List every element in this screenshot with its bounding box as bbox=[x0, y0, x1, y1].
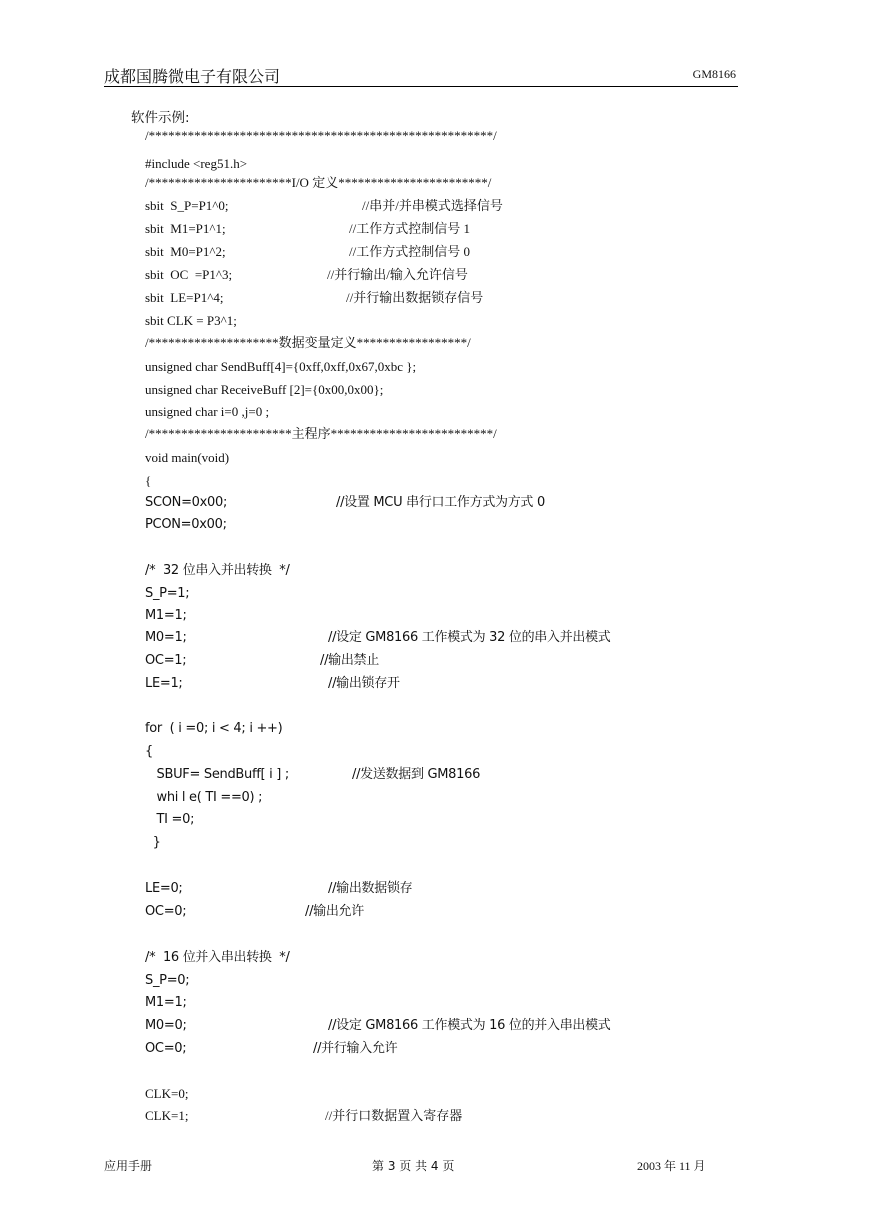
code-line bbox=[145, 835, 161, 851]
code-text: /**********************主程序*************************/ bbox=[145, 426, 497, 441]
code-line bbox=[145, 563, 290, 579]
page-header bbox=[104, 64, 738, 87]
code-text: OC=0; bbox=[145, 1041, 187, 1056]
code-text: M0=1; bbox=[145, 630, 187, 645]
code-text: /* 16 位并入串出转换 */ bbox=[145, 950, 290, 965]
code-text: sbit M0=P1^2; bbox=[145, 244, 226, 259]
code-comment: //工作方式控制信号 0 bbox=[349, 244, 470, 259]
code-line bbox=[145, 198, 503, 214]
code-line bbox=[145, 1018, 611, 1034]
code-line bbox=[145, 812, 194, 828]
code-line bbox=[145, 244, 470, 260]
code-text: sbit S_P=P1^0; bbox=[145, 198, 229, 213]
code-line bbox=[145, 450, 229, 466]
code-text: SCON=0x00; bbox=[145, 495, 228, 510]
code-text: CLK=0; bbox=[145, 1086, 189, 1101]
code-line bbox=[145, 473, 151, 489]
code-line bbox=[145, 267, 468, 283]
code-line bbox=[145, 676, 400, 692]
code-line bbox=[145, 744, 153, 760]
code-text: M1=1; bbox=[145, 608, 187, 623]
code-line bbox=[145, 1041, 398, 1057]
code-line bbox=[145, 290, 484, 306]
company-name: 成都国腾微电子有限公司 bbox=[104, 67, 281, 86]
footer-date: 2003 年 11 月 bbox=[637, 1159, 706, 1173]
code-line bbox=[145, 653, 379, 669]
code-line bbox=[145, 335, 471, 351]
code-text: M0=0; bbox=[145, 1018, 187, 1033]
code-text: unsigned char SendBuff[4]={0xff,0xff,0x67,0xbc }; bbox=[145, 359, 417, 374]
model-number: GM8166 bbox=[692, 67, 736, 81]
code-comment: //并行输入允许 bbox=[313, 1041, 398, 1056]
code-line bbox=[145, 973, 189, 989]
code-line bbox=[145, 630, 611, 646]
code-text: CLK=1; bbox=[145, 1108, 189, 1123]
code-comment: //输出允许 bbox=[305, 904, 364, 919]
code-text: unsigned char i=0 ,j=0 ; bbox=[145, 404, 270, 419]
code-line bbox=[145, 128, 497, 144]
code-text: /* 32 位串入并出转换 */ bbox=[145, 563, 290, 578]
code-text: for ( i =0; i < 4; i ++) bbox=[145, 721, 283, 736]
code-text: OC=0; bbox=[145, 904, 187, 919]
code-text: /*****************************************************/ bbox=[145, 128, 497, 143]
code-line bbox=[145, 426, 497, 442]
section-title: 软件示例: bbox=[131, 110, 190, 126]
code-line bbox=[145, 1086, 188, 1102]
code-text: LE=0; bbox=[145, 881, 183, 896]
code-line bbox=[145, 156, 247, 172]
code-text: sbit LE=P1^4; bbox=[145, 290, 224, 305]
code-text: sbit M1=P1^1; bbox=[145, 221, 226, 236]
code-line bbox=[145, 221, 470, 237]
code-line bbox=[145, 382, 383, 398]
code-text: sbit CLK = P3^1; bbox=[145, 313, 237, 328]
code-line bbox=[145, 175, 491, 191]
code-text: /********************数据变量定义*****************/ bbox=[145, 335, 471, 350]
code-comment: //并行输出/输入允许信号 bbox=[327, 267, 468, 282]
code-line bbox=[145, 359, 416, 375]
code-comment: //输出数据锁存 bbox=[328, 881, 413, 896]
code-line bbox=[145, 790, 262, 806]
code-comment: //并行口数据置入寄存器 bbox=[325, 1108, 463, 1123]
code-text: whi l e( TI ==0) ; bbox=[145, 790, 263, 805]
code-line bbox=[145, 608, 187, 624]
code-text: { bbox=[145, 744, 153, 759]
code-line bbox=[145, 586, 189, 602]
code-comment: //并行输出数据锁存信号 bbox=[346, 290, 484, 305]
code-text: /**********************I/O 定义***********************/ bbox=[145, 175, 492, 190]
code-line bbox=[145, 313, 237, 329]
code-comment: //设置 MCU 串行口工作方式为方式 0 bbox=[336, 495, 545, 510]
code-comment: //发送数据到 GM8166 bbox=[352, 767, 481, 782]
code-text: unsigned char ReceiveBuff [2]={0x00,0x00}; bbox=[145, 382, 384, 397]
code-text: S_P=0; bbox=[145, 973, 190, 988]
code-line bbox=[145, 721, 282, 737]
code-text: LE=1; bbox=[145, 676, 183, 691]
code-text: } bbox=[145, 835, 161, 850]
code-text: { bbox=[145, 473, 152, 488]
code-comment: //设定 GM8166 工作模式为 32 位的串入并出模式 bbox=[328, 630, 611, 645]
code-line bbox=[145, 1108, 463, 1124]
code-line bbox=[145, 404, 269, 420]
code-comment: //设定 GM8166 工作模式为 16 位的并入串出模式 bbox=[328, 1018, 611, 1033]
code-comment: //输出锁存开 bbox=[328, 676, 400, 691]
code-line bbox=[145, 995, 187, 1011]
code-line bbox=[145, 517, 227, 533]
code-text: OC=1; bbox=[145, 653, 187, 668]
code-line bbox=[145, 881, 413, 897]
code-text: #include <reg51.h> bbox=[145, 156, 248, 171]
code-comment: //输出禁止 bbox=[320, 653, 379, 668]
code-text: TI =0; bbox=[145, 812, 195, 827]
code-line bbox=[145, 904, 364, 920]
code-comment: //工作方式控制信号 1 bbox=[349, 221, 470, 236]
code-line bbox=[145, 950, 290, 966]
code-text: M1=1; bbox=[145, 995, 187, 1010]
footer-manual-label: 应用手册 bbox=[104, 1159, 153, 1173]
code-text: sbit OC =P1^3; bbox=[145, 267, 233, 282]
code-line bbox=[145, 495, 545, 511]
code-text: void main(void) bbox=[145, 450, 230, 465]
code-text: PCON=0x00; bbox=[145, 517, 227, 532]
code-text: S_P=1; bbox=[145, 586, 190, 601]
footer-page-number: 第 3 页 共 4 页 bbox=[372, 1159, 455, 1173]
code-text: SBUF= SendBuff[ i ] ; bbox=[145, 767, 289, 782]
code-line bbox=[145, 767, 481, 783]
code-comment: //串并/并串模式选择信号 bbox=[362, 198, 503, 213]
